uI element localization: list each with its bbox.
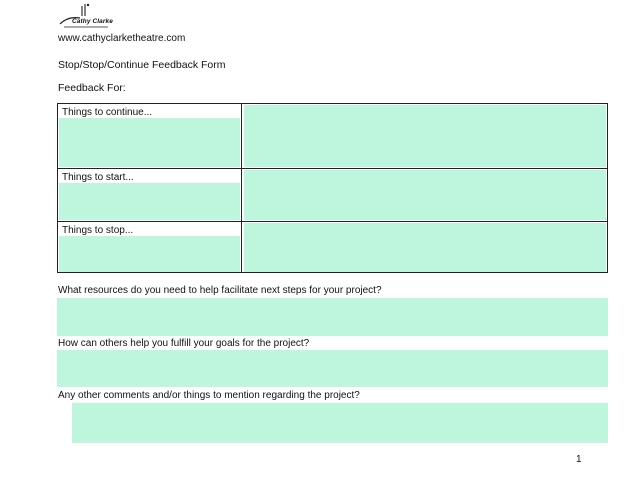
logo-brand-text: Cathy Clarke [72, 18, 113, 25]
feedback-for-label: Feedback For: [58, 82, 126, 94]
start-field[interactable] [244, 170, 606, 220]
table-row-stop [58, 221, 607, 273]
continue-field[interactable] [244, 105, 606, 167]
answer-other-comments-field[interactable] [72, 403, 608, 443]
form-title: Stop/Stop/Continue Feedback Form [58, 59, 226, 71]
table-row-start [58, 168, 607, 221]
start-left-field[interactable] [59, 183, 240, 220]
stop-label-cell [58, 222, 242, 273]
table-row-continue [58, 104, 607, 168]
answer-others-help-field[interactable] [57, 350, 608, 387]
answer-resources-field[interactable] [57, 298, 608, 336]
continue-label: Things to continue... [62, 107, 153, 118]
start-label: Things to start... [62, 172, 134, 183]
start-label-cell [58, 169, 242, 221]
logo [58, 2, 118, 30]
page-number: 1 [576, 454, 582, 465]
stop-label: Things to stop... [62, 225, 134, 236]
continue-label-cell [58, 104, 242, 168]
question-resources: What resources do you need to help facilitate next steps for your project? [58, 285, 382, 296]
stop-left-field[interactable] [59, 236, 240, 272]
website-url: www.cathyclarketheatre.com [58, 33, 186, 44]
theatre-logo-icon [58, 2, 118, 30]
stop-field[interactable] [244, 223, 606, 272]
question-other-comments: Any other comments and/or things to mention regarding the project? [58, 390, 360, 401]
continue-left-field[interactable] [59, 118, 240, 167]
feedback-table [57, 103, 608, 273]
question-others-help: How can others help you fulfill your goals for the project? [58, 338, 310, 349]
